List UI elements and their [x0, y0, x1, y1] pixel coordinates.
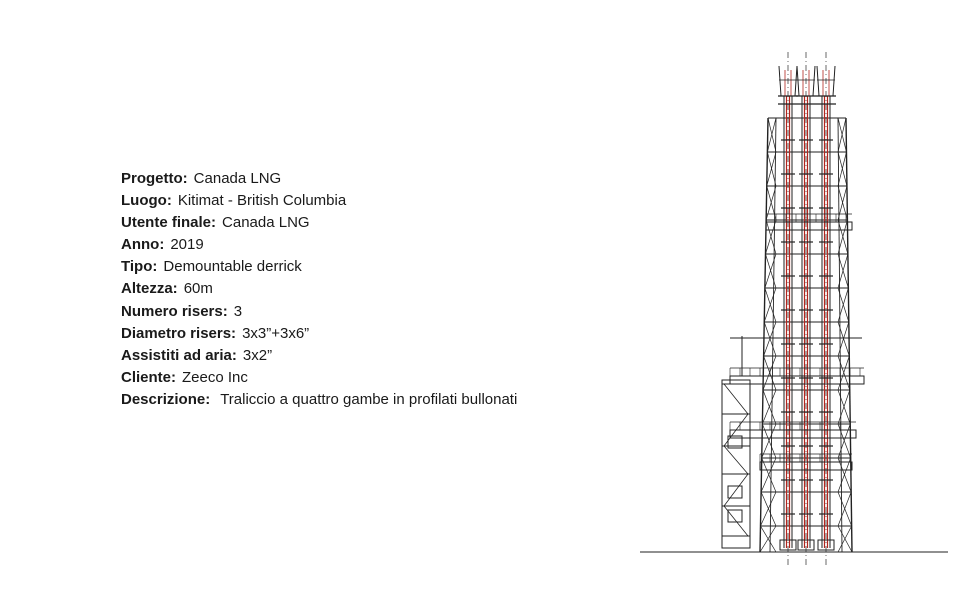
stair-tower	[722, 380, 750, 548]
spec-row-cliente	[121, 367, 517, 389]
spec-value: 3x2”	[242, 346, 273, 364]
spec-value: 3	[233, 302, 243, 320]
flare-tip-wall	[797, 66, 799, 96]
spec-row-altezza	[121, 278, 517, 300]
spec-value: Zeeco Inc	[182, 368, 248, 386]
spec-label: Utente finale:	[121, 214, 217, 232]
spec-value: Kitimat - British Columbia	[177, 192, 347, 210]
spec-value: 60m	[183, 280, 213, 298]
flare-tip-wall	[813, 66, 815, 96]
stair-flight	[724, 384, 748, 414]
spec-value: Canada LNG	[193, 170, 282, 187]
spec-label: Cliente:	[121, 368, 177, 386]
stair-flight	[724, 446, 748, 474]
spec-row-anno	[121, 234, 517, 256]
left-leg	[760, 118, 768, 552]
spec-label: Anno:	[121, 236, 165, 254]
flare-tip-wall	[779, 66, 781, 96]
project-spec-list	[121, 168, 517, 411]
flare-tip-wall	[795, 66, 797, 96]
spec-row-tipo	[121, 256, 517, 278]
spec-row-diametro-risers	[121, 323, 517, 345]
spec-row-assistiti-ad-aria	[121, 345, 517, 367]
spec-label: Tipo:	[121, 258, 158, 276]
spec-value: 3x3”+3x6”	[242, 324, 310, 342]
spec-row-numero-risers	[121, 301, 517, 323]
spec-row-utente-finale	[121, 212, 517, 234]
spec-label: Progetto:	[121, 170, 188, 187]
platform-lower	[730, 430, 856, 438]
spec-label: Descrizione:	[121, 390, 211, 408]
flare-tip-wall	[817, 66, 819, 96]
spec-label: Diametro risers:	[121, 324, 237, 342]
spec-value: Traliccio a quattro gambe in profilati bullonati	[220, 390, 518, 408]
spec-row-luogo	[121, 190, 517, 212]
spec-label: Altezza:	[121, 280, 178, 298]
spec-label: Numero risers:	[121, 302, 228, 320]
flare-tip-wall	[833, 66, 835, 96]
stair-tower-frame	[722, 380, 750, 548]
spec-value: Canada LNG	[222, 214, 310, 232]
spec-value: Demountable derrick	[163, 258, 302, 276]
spec-row-descrizione	[121, 389, 517, 411]
derrick-elevation-drawing	[630, 40, 960, 570]
spec-value: 2019	[170, 236, 204, 254]
spec-row-progetto	[121, 168, 517, 190]
spec-label: Luogo:	[121, 192, 172, 210]
spec-label: Assistiti ad aria:	[121, 346, 237, 364]
